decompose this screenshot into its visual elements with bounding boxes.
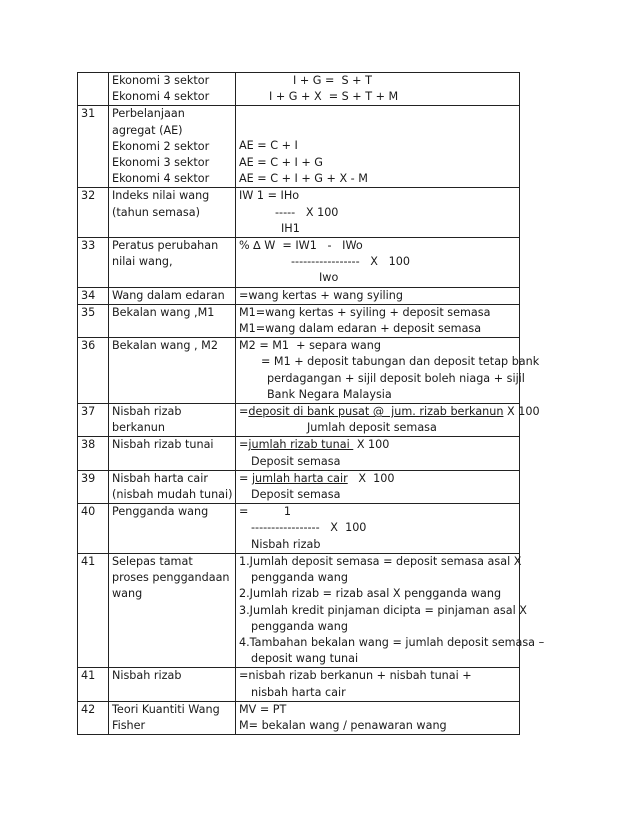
row-number: 37 (78, 404, 109, 437)
topic-line: Teori Kuantiti Wang (112, 702, 220, 716)
formula-line: M1=wang kertas + syiling + deposit semasa (239, 305, 491, 319)
topic-line: nilai wang, (112, 255, 173, 269)
formula-suffix: X 100 (353, 438, 390, 452)
row-number (78, 73, 109, 106)
formula-line: Bank Negara Malaysia (267, 387, 392, 401)
table-row (78, 668, 520, 701)
formula-cell (236, 238, 520, 288)
formula-line: IH1 (281, 221, 300, 235)
table-row (78, 504, 520, 554)
topic-cell (109, 553, 236, 667)
topic-line: (nisbah mudah tunai) (112, 488, 233, 502)
formula-cell (236, 504, 520, 554)
topic-line: Bekalan wang ,M1 (112, 305, 215, 319)
formula-cell (236, 106, 520, 188)
topic-cell (109, 470, 236, 503)
topic-line: Ekonomi 2 sektor (112, 139, 210, 153)
formula-line: % ∆ W = IW1 - IWo (239, 239, 363, 253)
topic-line: Fisher (112, 718, 146, 732)
topic-cell (109, 504, 236, 554)
topic-line: Nisbah rizab tunai (112, 438, 214, 452)
formula-line: deposit wang tunai (251, 652, 359, 666)
topic-line: Pengganda wang (112, 505, 209, 519)
formula-line: IW 1 = IHo (239, 189, 300, 203)
topic-line: Ekonomi 3 sektor (112, 156, 210, 170)
formula-line: ----- X 100 (275, 205, 339, 219)
topic-line: Ekonomi 4 sektor (112, 172, 210, 186)
formula-line: = 1 (239, 505, 292, 519)
formula-line: = M1 + deposit tabungan dan deposit tetap bank (261, 355, 540, 369)
formula-suffix: X 100 (503, 405, 540, 419)
formula-cell (236, 668, 520, 701)
row-number: 38 (78, 437, 109, 470)
row-number: 41 (78, 553, 109, 667)
formula-denominator: Jumlah deposit semasa (307, 421, 437, 435)
topic-line: Wang dalam edaran (112, 288, 225, 302)
topic-cell (109, 106, 236, 188)
formula-line: 2.Jumlah rizab = rizab asal X pengganda wang (239, 587, 502, 601)
formula-line: M1=wang dalam edaran + deposit semasa (239, 322, 482, 336)
formula-denominator: Deposit semasa (251, 488, 341, 502)
topic-line: Ekonomi 3 sektor (112, 74, 210, 87)
formula-cell (236, 437, 520, 470)
topic-line: Nisbah rizab (112, 669, 182, 683)
formula-cell (236, 338, 540, 404)
row-number: 33 (78, 238, 109, 288)
formula-cell (236, 188, 520, 238)
topic-line: Selepas tamat (112, 554, 193, 568)
row-number: 35 (78, 304, 109, 337)
row-number: 36 (78, 338, 109, 404)
topic-cell (109, 73, 236, 106)
table-row (78, 304, 520, 337)
table-row (78, 437, 520, 470)
row-number: 42 (78, 701, 109, 734)
row-number: 40 (78, 504, 109, 554)
topic-line: proses penggandaan (112, 571, 230, 585)
formula-prefix: = (239, 405, 249, 419)
row-number: 41 (78, 668, 109, 701)
topic-line: berkanun (112, 421, 165, 435)
table-row (78, 404, 520, 437)
formula-line: Nisbah rizab (251, 537, 321, 551)
topic-line: agregat (AE) (112, 123, 183, 137)
formula-prefix: = (239, 471, 252, 485)
formula-line: 1.Jumlah deposit semasa = deposit semasa asal X (239, 554, 522, 568)
formula-line: pengganda wang (251, 571, 348, 585)
formula-line: MV = PT (239, 702, 287, 716)
formula-line: Iwo (319, 271, 339, 285)
row-number: 31 (78, 106, 109, 188)
formula-line: =wang kertas + wang syiling (239, 288, 403, 302)
formula-cell (236, 404, 540, 437)
table-row (78, 338, 520, 404)
economics-formula-table (77, 72, 545, 735)
topic-cell (109, 437, 236, 470)
formula-numerator: jumlah harta cair (251, 471, 348, 485)
table-row (78, 73, 520, 106)
formula-line: 4.Tambahan bekalan wang = jumlah deposit semasa – (239, 635, 545, 649)
formula-cell (236, 553, 545, 667)
formula-line: ----------------- X 100 (291, 255, 410, 269)
formula-line: pengganda wang (251, 619, 348, 633)
table-row (78, 188, 520, 238)
topic-line: Peratus perubahan (112, 239, 219, 253)
topic-line: Perbelanjaan (112, 107, 185, 121)
topic-line: (tahun semasa) (112, 205, 200, 219)
formula-line: M2 = M1 + separa wang (239, 339, 381, 353)
formula-line: ----------------- X 100 (251, 521, 367, 535)
topic-line: Indeks nilai wang (112, 189, 210, 203)
topic-line: Bekalan wang , M2 (112, 339, 218, 353)
topic-cell (109, 668, 236, 701)
formula-prefix: = (239, 438, 249, 452)
table-row (78, 106, 520, 188)
topic-line: Nisbah harta cair (112, 471, 208, 485)
formula-line: =nisbah rizab berkanun + nisbah tunai + (239, 669, 472, 683)
topic-line: Ekonomi 4 sektor (112, 90, 210, 104)
formula-suffix: X 100 (347, 471, 395, 485)
table-row (78, 553, 520, 667)
formula-line: I + G = S + T (293, 74, 372, 87)
topic-cell (109, 188, 236, 238)
table-row (78, 238, 520, 288)
topic-cell (109, 287, 236, 304)
formula-line (239, 471, 516, 487)
formula-numerator: deposit di bank pusat @ jum. rizab berkanun (248, 405, 504, 419)
formula-numerator: jumlah rizab tunai (248, 438, 354, 452)
formula-line (239, 404, 540, 420)
formula-line: AE = C + I (239, 139, 298, 153)
table-row (78, 470, 520, 503)
formula-line: I + G + X = S + T + M (269, 90, 399, 104)
formula-cell (236, 73, 520, 106)
row-number: 32 (78, 188, 109, 238)
formula-line: perdagangan + sijil deposit boleh niaga + sijil (267, 371, 525, 385)
formula-cell (236, 304, 520, 337)
formula-line (239, 437, 516, 453)
topic-cell (109, 701, 236, 734)
topic-cell (109, 338, 236, 404)
row-number: 34 (78, 287, 109, 304)
topic-cell (109, 404, 236, 437)
topic-line: wang (112, 587, 143, 601)
table-row (78, 701, 520, 734)
topic-cell (109, 238, 236, 288)
row-number: 39 (78, 470, 109, 503)
formula-denominator: Deposit semasa (251, 454, 341, 468)
formula-line: 3.Jumlah kredit pinjaman dicipta = pinjaman asal X (239, 603, 527, 617)
formula-cell (236, 470, 520, 503)
formula-line: nisbah harta cair (251, 685, 346, 699)
table-row (78, 287, 520, 304)
formula-line: AE = C + I + G (239, 155, 323, 169)
topic-line: Nisbah rizab (112, 405, 182, 419)
topic-cell (109, 304, 236, 337)
formula-cell (236, 701, 520, 734)
formula-line: M= bekalan wang / penawaran wang (239, 718, 447, 732)
formula-line: AE = C + I + G + X - M (239, 171, 368, 185)
formula-cell (236, 287, 520, 304)
